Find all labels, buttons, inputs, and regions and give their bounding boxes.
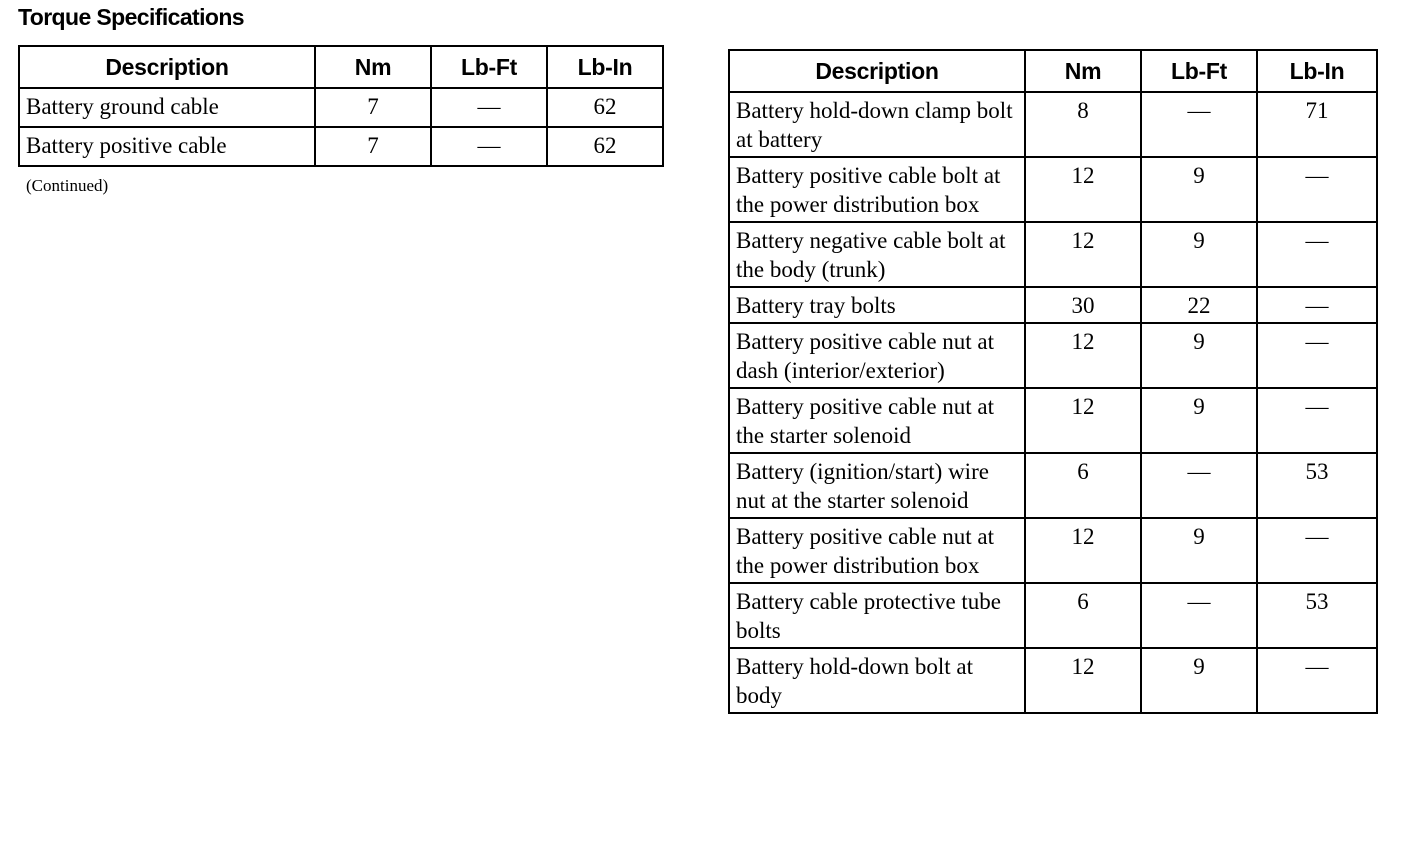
table-row	[729, 323, 1377, 388]
table-row	[729, 583, 1377, 648]
cell-lbin: 71	[1257, 92, 1377, 157]
cell-description: Battery positive cable nut at the starter solenoid	[729, 388, 1025, 453]
table-row	[19, 127, 663, 166]
cell-nm: 6	[1025, 453, 1141, 518]
cell-nm: 8	[1025, 92, 1141, 157]
cell-nm: 12	[1025, 323, 1141, 388]
cell-nm: 12	[1025, 157, 1141, 222]
cell-lbin: 62	[547, 127, 663, 166]
cell-nm: 12	[1025, 222, 1141, 287]
cell-description: Battery positive cable nut at dash (interior/exterior)	[729, 323, 1025, 388]
torque-table-left	[18, 45, 664, 167]
table-row	[729, 648, 1377, 713]
header-nm: Nm	[1025, 50, 1141, 92]
cell-nm: 12	[1025, 388, 1141, 453]
cell-lbft: 9	[1141, 157, 1257, 222]
cell-description: Battery negative cable bolt at the body (trunk)	[729, 222, 1025, 287]
cell-description: Battery cable protective tube bolts	[729, 583, 1025, 648]
cell-description: Battery positive cable	[19, 127, 315, 166]
header-description: Description	[729, 50, 1025, 92]
header-lbin: Lb-In	[1257, 50, 1377, 92]
cell-lbin: —	[1257, 157, 1377, 222]
table-row	[729, 287, 1377, 323]
cell-lbin: —	[1257, 388, 1377, 453]
cell-lbft: 9	[1141, 518, 1257, 583]
cell-nm: 7	[315, 127, 431, 166]
table-row	[729, 157, 1377, 222]
table-row	[729, 518, 1377, 583]
cell-description: Battery tray bolts	[729, 287, 1025, 323]
header-lbft: Lb-Ft	[1141, 50, 1257, 92]
cell-lbin: 62	[547, 88, 663, 127]
header-description: Description	[19, 46, 315, 88]
cell-description: Battery (ignition/start) wire nut at the starter solenoid	[729, 453, 1025, 518]
table-row	[729, 388, 1377, 453]
continued-note: (Continued)	[26, 176, 109, 195]
cell-description: Battery hold-down bolt at body	[729, 648, 1025, 713]
table-header-row	[19, 46, 663, 88]
cell-description: Battery positive cable bolt at the power distribution box	[729, 157, 1025, 222]
header-nm: Nm	[315, 46, 431, 88]
cell-nm: 12	[1025, 648, 1141, 713]
table-row	[729, 453, 1377, 518]
header-lbin: Lb-In	[547, 46, 663, 88]
header-lbft: Lb-Ft	[431, 46, 547, 88]
table-row	[729, 222, 1377, 287]
cell-lbft: 9	[1141, 323, 1257, 388]
cell-lbft: —	[431, 127, 547, 166]
cell-lbft: 9	[1141, 222, 1257, 287]
cell-lbft: 9	[1141, 648, 1257, 713]
cell-lbin: —	[1257, 222, 1377, 287]
cell-lbin: —	[1257, 518, 1377, 583]
cell-lbin: 53	[1257, 453, 1377, 518]
cell-description: Battery positive cable nut at the power distribution box	[729, 518, 1025, 583]
cell-lbft: —	[431, 88, 547, 127]
page-title: Torque Specifications	[18, 4, 244, 30]
table-header-row	[729, 50, 1377, 92]
cell-nm: 30	[1025, 287, 1141, 323]
cell-nm: 7	[315, 88, 431, 127]
cell-lbft: —	[1141, 453, 1257, 518]
cell-description: Battery ground cable	[19, 88, 315, 127]
cell-lbin: —	[1257, 287, 1377, 323]
cell-lbin: 53	[1257, 583, 1377, 648]
cell-nm: 6	[1025, 583, 1141, 648]
cell-description: Battery hold-down clamp bolt at battery	[729, 92, 1025, 157]
table-row	[19, 88, 663, 127]
cell-lbft: 22	[1141, 287, 1257, 323]
table-row	[729, 92, 1377, 157]
cell-lbin: —	[1257, 323, 1377, 388]
cell-lbft: —	[1141, 583, 1257, 648]
torque-table-right	[728, 49, 1378, 714]
cell-lbin: —	[1257, 648, 1377, 713]
cell-nm: 12	[1025, 518, 1141, 583]
cell-lbft: 9	[1141, 388, 1257, 453]
cell-lbft: —	[1141, 92, 1257, 157]
